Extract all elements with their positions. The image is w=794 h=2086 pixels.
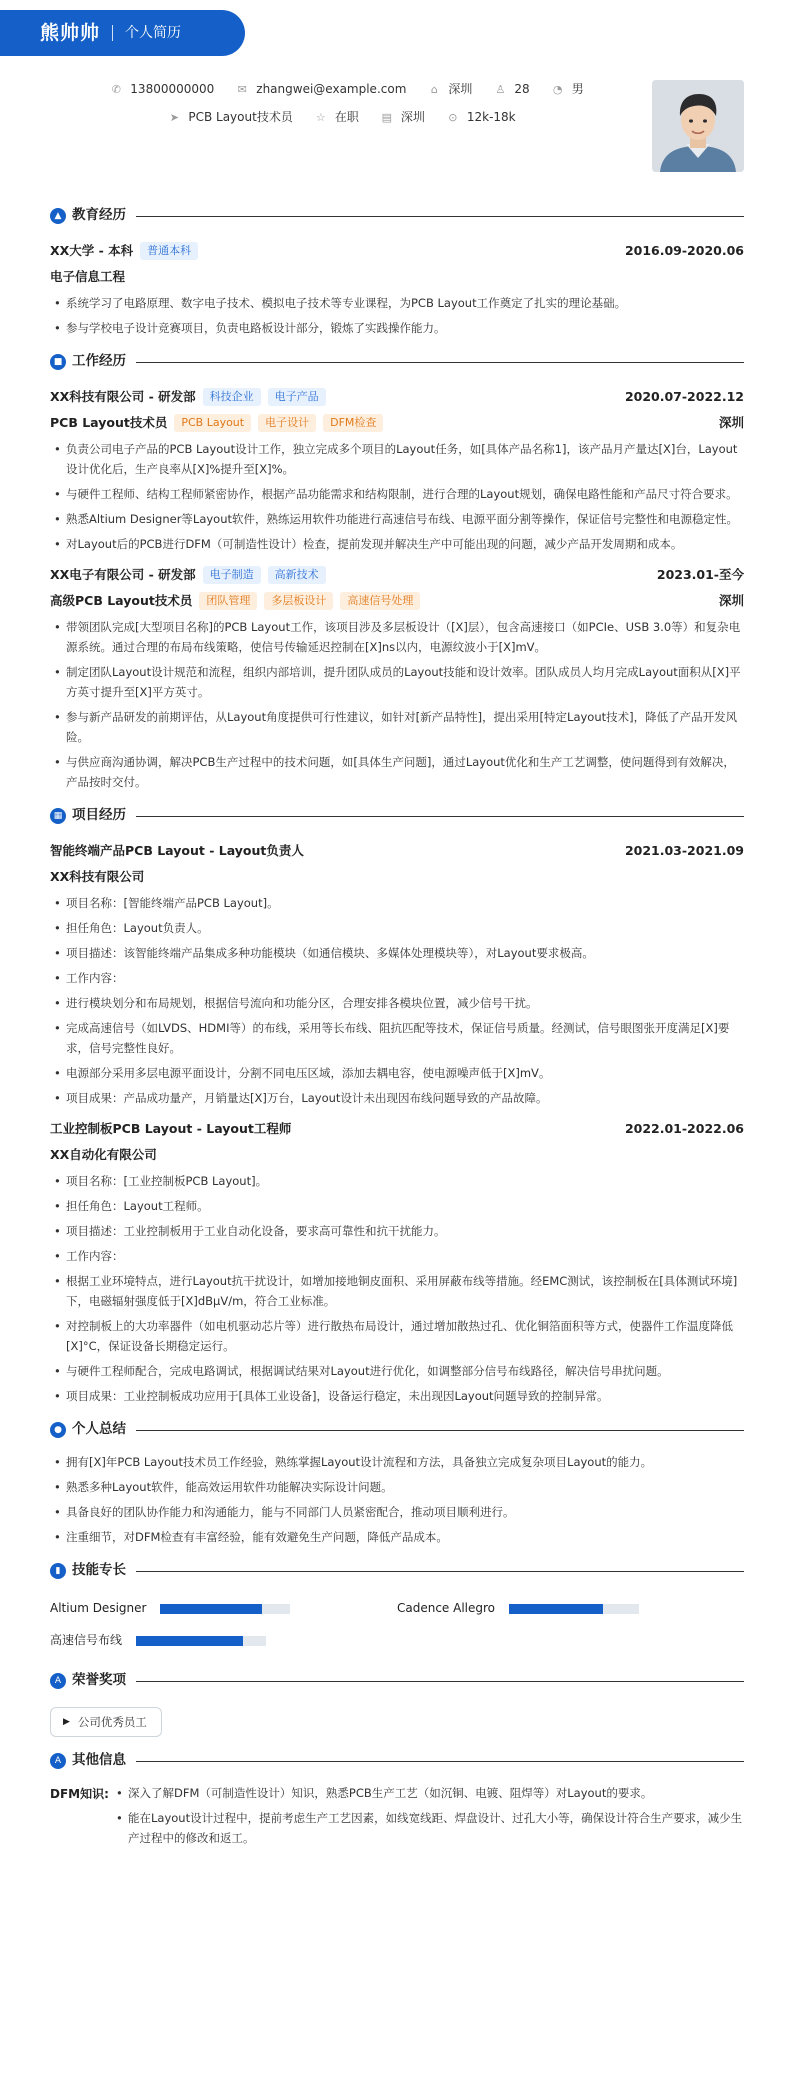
list-item: • 制定团队Layout设计规范和流程，组织内部培训，提升团队成员的Layout技能和设计效率。团队成员人均月完成Layout面积从[X]平方英寸提升至[X]平方英寸。 <box>50 662 744 702</box>
list-item: • 担任角色：Layout负责人。 <box>50 918 744 938</box>
list-item: • 根据工业环境特点，进行Layout抗干扰设计，如增加接地铜皮面积、采用屏蔽布线等措施。经EMC测试，该控制板在[具体测试环境]下，电磁辐射强度低于[X]dBμV/m，符合工业标准。 <box>50 1271 744 1311</box>
list-item: • 工作内容： <box>50 968 744 988</box>
section-title-skills: 技能专长 <box>72 1562 126 1579</box>
list-item: • 与硬件工程师配合，完成电路调试，根据调试结果对Layout进行优化，如调整部分信号布线路径，解决信号串扰问题。 <box>50 1361 744 1381</box>
status-value: 在职 <box>334 110 359 125</box>
work-section <box>50 346 744 792</box>
skill-item <box>50 1593 397 1625</box>
project-entry <box>50 838 744 1108</box>
list-item: • 熟悉多种Layout软件，能高效运用软件功能解决实际设计问题。 <box>50 1477 744 1497</box>
list-item: • 项目成果：产品成功量产，月销量达[X]万台，Layout设计未出现因布线问题导致的产品故障。 <box>50 1088 744 1108</box>
list-item: • 负责公司电子产品的PCB Layout设计工作，独立完成多个项目的Layout任务，如[具体产品名称1]，该产品月产量达[X]台，Layout设计优化后，生产良率从[X]%提升至[X]%。 <box>50 439 744 479</box>
work-entry <box>50 562 744 792</box>
company-name: XX电子有限公司 - 研发部 <box>50 567 196 582</box>
email-value: zhangwei@example.com <box>256 82 407 97</box>
resume-content <box>50 192 744 1857</box>
skill-item <box>397 1593 744 1625</box>
graduation-cap-icon: ▲ <box>50 208 66 224</box>
list-item: • 项目名称：[工业控制板PCB Layout]。 <box>50 1171 744 1191</box>
award-badge <box>50 1707 162 1737</box>
list-item: • 熟悉Altium Designer等Layout软件，熟练运用软件功能进行高速信号布线、电源平面分割等操作，保证信号完整性和电源稳定性。 <box>50 509 744 529</box>
section-divider <box>136 1681 744 1682</box>
list-item: • 与硬件工程师、结构工程师紧密协作，根据产品功能需求和结构限制，进行合理的Layout规划，确保电路性能和产品尺寸符合要求。 <box>50 484 744 504</box>
list-item: • 带领团队完成[大型项目名称]的PCB Layout工作，该项目涉及多层板设计（[X]层），包含高速接口（如PCIe、USB 3.0等）和复杂电源系统。通过合理的布局布线策略，使信号传输延迟控制在[X]ns以内，电源纹波小于[X]mV。 <box>50 617 744 657</box>
summary-section <box>50 1414 744 1547</box>
list-item: • 对Layout后的PCB进行DFM（可制造性设计）检查，提前发现并解决生产中可能出现的问题，减少产品开发周期和成本。 <box>50 534 744 554</box>
company-tag: 电子制造 <box>203 566 261 584</box>
project-company: XX科技有限公司 <box>50 869 145 884</box>
list-item: • 项目描述：工业控制板用于工业自动化设备，要求高可靠性和抗干扰能力。 <box>50 1221 744 1241</box>
skills-section <box>50 1555 744 1657</box>
skill-tag: 团队管理 <box>199 592 257 610</box>
list-item: • 工作内容： <box>50 1246 744 1266</box>
list-item: • 参与学校电子设计竞赛项目，负责电路板设计部分，锻炼了实践操作能力。 <box>50 318 744 338</box>
list-item: • 项目描述：该智能终端产品集成多种功能模块（如通信模块、多媒体处理模块等），对Layout要求极高。 <box>50 943 744 963</box>
location-value: 深圳 <box>448 82 473 97</box>
email-icon: ✉ <box>237 83 247 97</box>
section-divider <box>136 216 744 217</box>
briefcase-icon: ■ <box>50 354 66 370</box>
position-value: PCB Layout技术员 <box>188 110 293 125</box>
education-date: 2016.09-2020.06 <box>624 243 744 258</box>
school-name: XX大学 - 本科 <box>50 243 134 258</box>
skill-name: Altium Designer <box>50 1601 147 1616</box>
home-icon: ⌂ <box>430 83 438 97</box>
list-item: • 拥有[X]年PCB Layout技术员工作经验，熟练掌握Layout设计流程和方法，具备独立完成复杂项目Layout的能力。 <box>50 1452 744 1472</box>
project-bullets <box>50 1171 744 1406</box>
list-item: • 电源部分采用多层电源平面设计，分割不同电压区域，添加去耦电容，使电源噪声低于[X]mV。 <box>50 1063 744 1083</box>
skill-tag: 电子设计 <box>258 414 316 432</box>
skill-tag: DFM检查 <box>323 414 383 432</box>
target-city-value: 深圳 <box>400 110 425 125</box>
other-label: DFM知识: <box>50 1787 109 1801</box>
company-name: XX科技有限公司 - 研发部 <box>50 389 196 404</box>
skill-tag: 高速信号处理 <box>340 592 420 610</box>
work-bullets <box>50 617 744 792</box>
company-tag: 电子产品 <box>268 388 326 406</box>
list-item: • 系统学习了电路原理、数字电子技术、模拟电子技术等专业课程，为PCB Layout工作奠定了扎实的理论基础。 <box>50 293 744 313</box>
salary-icon: ⊙ <box>448 111 458 125</box>
list-item: • 对控制板上的大功率器件（如电机驱动芯片等）进行散热布局设计，通过增加散热过孔、优化铜箔面积等方式，使器件工作温度降低[X]°C，保证设备长期稳定运行。 <box>50 1316 744 1356</box>
work-city: 深圳 <box>718 593 744 608</box>
section-title-summary: 个人总结 <box>72 1421 126 1438</box>
education-section <box>50 200 744 338</box>
header-divider <box>112 25 113 41</box>
salary-value: 12k-18k <box>466 110 516 125</box>
skill-bar-fill <box>136 1636 243 1646</box>
project-date: 2021.03-2021.09 <box>624 843 744 858</box>
list-item: • 能在Layout设计过程中，提前考虑生产工艺因素，如线宽线距、焊盘设计、过孔大小等，确保设计符合生产要求，减少生产过程中的修改和返工。 <box>112 1808 744 1848</box>
phone-value: 13800000000 <box>130 82 215 97</box>
medal-icon: A <box>50 1673 66 1689</box>
list-item: • 完成高速信号（如LVDS、HDMI等）的布线，采用等长布线、阻抗匹配等技术，保证信号质量。经测试，信号眼图张开度满足[X]要求，信号完整性良好。 <box>50 1018 744 1058</box>
major-name: 电子信息工程 <box>50 269 126 284</box>
grid-icon: ▦ <box>50 808 66 824</box>
education-bullets <box>50 293 744 338</box>
info-icon: A <box>50 1753 66 1769</box>
skill-bar <box>136 1636 266 1646</box>
list-item: • 担任角色：Layout工程师。 <box>50 1196 744 1216</box>
job-title: PCB Layout技术员 <box>50 415 168 430</box>
avatar-illustration <box>652 80 744 172</box>
skill-name: Cadence Allegro <box>397 1601 496 1616</box>
awards-section <box>50 1665 744 1737</box>
project-name: 智能终端产品PCB Layout - Layout负责人 <box>50 843 304 858</box>
skill-name: 高速信号布线 <box>50 1633 123 1648</box>
other-section <box>50 1745 744 1857</box>
skill-bar-fill <box>509 1604 603 1614</box>
age-value: 28 <box>514 82 530 97</box>
section-divider <box>136 1430 744 1431</box>
list-item: • 深入了解DFM（可制造性设计）知识，熟悉PCB生产工艺（如沉铜、电镀、阻焊等）对Layout的要求。 <box>112 1783 744 1803</box>
skill-tag: 多层板设计 <box>264 592 333 610</box>
projects-section <box>50 800 744 1406</box>
work-date: 2023.01-至今 <box>656 567 744 582</box>
age-icon: ♙ <box>495 83 506 97</box>
project-company: XX自动化有限公司 <box>50 1147 157 1162</box>
list-item: • 项目名称：[智能终端产品PCB Layout]。 <box>50 893 744 913</box>
section-title-awards: 荣誉奖项 <box>72 1672 126 1689</box>
list-item: • 注重细节，对DFM检查有丰富经验，能有效避免生产问题，降低产品成本。 <box>50 1527 744 1547</box>
avatar <box>652 80 744 172</box>
award-name: 公司优秀员工 <box>77 1714 147 1729</box>
list-item: • 参与新产品研发的前期评估，从Layout角度提供可行性建议，如针对[新产品特性]，提出采用[特定Layout技术]，降低了产品开发风险。 <box>50 707 744 747</box>
skill-item <box>50 1625 397 1657</box>
project-bullets <box>50 893 744 1108</box>
section-divider <box>136 1761 744 1762</box>
work-entry <box>50 384 744 554</box>
project-entry <box>50 1116 744 1406</box>
candidate-name: 熊帅帅 <box>40 21 101 44</box>
list-item: • 与供应商沟通协调，解决PCB生产过程中的技术问题，如[具体生产问题]，通过Layout优化和生产工艺调整，使问题得到有效解决，产品按时交付。 <box>50 752 744 792</box>
work-city: 深圳 <box>718 415 744 430</box>
other-bullets <box>112 1783 744 1853</box>
section-title-projects: 项目经历 <box>72 807 126 824</box>
city-icon: ▤ <box>381 111 393 125</box>
skill-tag: PCB Layout <box>174 414 251 432</box>
chart-icon: ▮ <box>50 1563 66 1579</box>
resume-subtitle: 个人简历 <box>125 24 182 41</box>
section-title-education: 教育经历 <box>72 207 126 224</box>
degree-tag: 普通本科 <box>140 242 198 260</box>
summary-bullets <box>50 1452 744 1547</box>
company-tag: 高新技术 <box>268 566 326 584</box>
header-ribbon <box>0 10 245 56</box>
gender-value: 男 <box>571 82 584 97</box>
person-icon: ● <box>50 1422 66 1438</box>
skill-bar <box>509 1604 639 1614</box>
project-name: 工业控制板PCB Layout - Layout工程师 <box>50 1121 292 1136</box>
section-title-other: 其他信息 <box>72 1752 126 1769</box>
skill-bar <box>160 1604 290 1614</box>
gender-icon: ◔ <box>552 83 563 97</box>
list-item: • 具备良好的团队协作能力和沟通能力，能与不同部门人员紧密配合，推动项目顺利进行。 <box>50 1502 744 1522</box>
list-item: • 项目成果：工业控制板成功应用于[具体工业设备]，设备运行稳定，未出现因Layout问题导致的控制异常。 <box>50 1386 744 1406</box>
section-divider <box>136 1571 744 1572</box>
status-icon: ☆ <box>315 111 326 125</box>
section-divider <box>136 362 744 363</box>
work-bullets <box>50 439 744 554</box>
section-title-work: 工作经历 <box>72 353 126 370</box>
job-title: 高级PCB Layout技术员 <box>50 593 193 608</box>
work-date: 2020.07-2022.12 <box>624 389 744 404</box>
section-divider <box>136 816 744 817</box>
phone-icon: ✆ <box>111 83 121 97</box>
project-date: 2022.01-2022.06 <box>624 1121 744 1136</box>
list-item: • 进行模块划分和布局规划，根据信号流向和功能分区，合理安排各模块位置，减少信号干扰。 <box>50 993 744 1013</box>
skill-bar-fill <box>160 1604 261 1614</box>
company-tag: 科技企业 <box>203 388 261 406</box>
play-icon: ▶ <box>63 1716 70 1727</box>
position-icon: ➤ <box>169 111 179 125</box>
